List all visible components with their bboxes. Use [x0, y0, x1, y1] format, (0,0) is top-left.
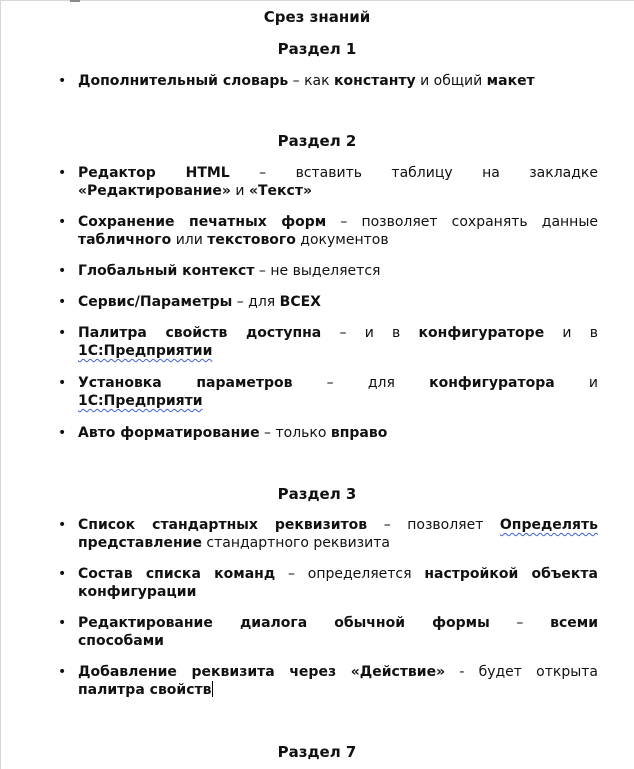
list-item: Состав списка команд – определяется настройкой объекта конфигурации — [78, 566, 598, 600]
document-title: Срез знаний — [263, 8, 371, 26]
bullet-icon: • — [58, 165, 67, 181]
list-item: Палитра свойств доступна – и в конфигураторе и в 1С:Предприятии — [78, 325, 598, 359]
bullet-icon: • — [58, 566, 67, 582]
bullet-icon: • — [58, 425, 67, 441]
bullet-icon: • — [58, 325, 67, 341]
bullet-icon: • — [58, 214, 67, 230]
section-heading: Раздел 3 — [277, 485, 357, 503]
bullet-icon: • — [58, 294, 67, 310]
list-item: Редактор HTML – вставить таблицу на закладке «Редактирование» и «Текст» — [78, 165, 598, 199]
text-cursor — [212, 681, 213, 697]
list-item: Добавление реквизита через «Действие» - будет открыта палитра свойств — [78, 664, 598, 698]
list-item: Редактирование диалога обычной формы – всеми способами — [78, 615, 599, 649]
list-item: Сервис/Параметры – для ВСЕХ — [78, 294, 321, 310]
list-item: Авто форматирование – только вправо — [78, 425, 388, 441]
list-item: Дополнительный словарь – как константу и общий макет — [78, 73, 535, 89]
list-item: Установка параметров – для конфигуратора и 1С:Предприяти — [78, 375, 598, 409]
list-item: Список стандартных реквизитов – позволяет Определять представление стандартного реквизита — [78, 517, 599, 551]
bullet-icon: • — [58, 375, 67, 391]
section-heading: Раздел 1 — [277, 40, 357, 58]
section-heading: Раздел 7 — [277, 743, 357, 761]
list-item: Сохранение печатных форм – позволяет сохранять данные табличного или текстового документов — [78, 214, 598, 248]
bullet-icon: • — [58, 664, 67, 680]
bullet-icon: • — [58, 517, 67, 533]
bullet-icon: • — [58, 263, 67, 279]
section-heading: Раздел 2 — [277, 132, 357, 150]
list-item: Глобальный контекст – не выделяется — [78, 263, 381, 279]
bullet-icon: • — [58, 615, 67, 631]
bullet-icon: • — [58, 73, 67, 89]
